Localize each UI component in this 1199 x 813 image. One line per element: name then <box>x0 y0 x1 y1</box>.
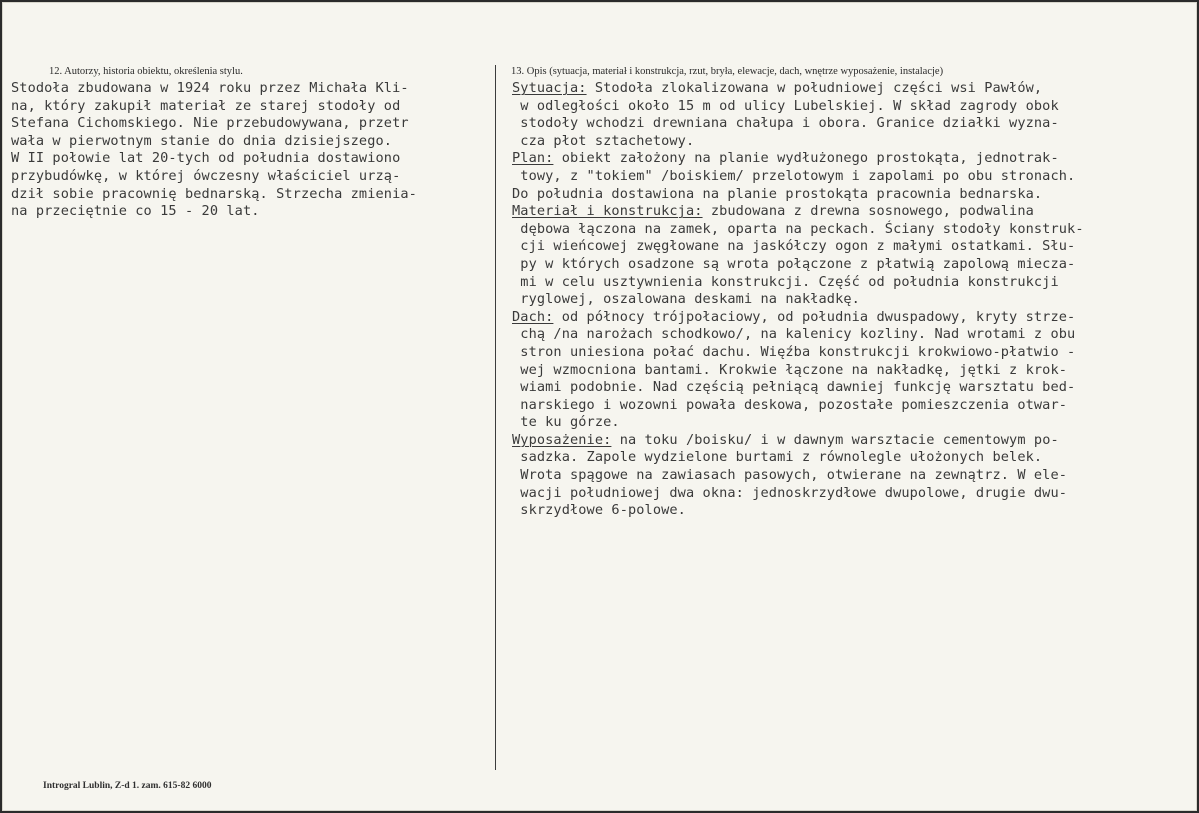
text-line: skrzydłowe 6-polowe. <box>512 502 686 519</box>
text-line: narskiego i wozowni powała deskowa, pozostałe pomieszczenia otwar- <box>512 396 1068 413</box>
text-line: przybudówkę, w której ówczesny właściciel urzą- <box>11 167 401 184</box>
text-line: stodoły wchodzi drewniana chałupa i obora. Granice działki wyzna- <box>512 115 1059 132</box>
text-line: Wyposażenie: na toku /boisku/ i w dawnym warsztacie cementowym po- <box>512 431 1059 448</box>
text-line: Do południa dostawiona na planie prostokąta pracownia bednarska. <box>512 185 1043 202</box>
text-line: w odległości około 15 m od ulicy Lubelskiej. W skład zagrody obok <box>512 97 1059 114</box>
text-line: mi w celu usztywnienia konstrukcji. Część od południa konstrukcji <box>512 273 1059 290</box>
subheading-label: Plan: <box>512 150 554 167</box>
text-line: py w których osadzone są wrota połączone z płatwią zapolową miecza- <box>512 255 1076 272</box>
text-line: Wrota spągowe na zawiasach pasowych, otwierane na zewnątrz. W ele- <box>512 467 1068 484</box>
text-line: towy, z "tokiem" /boiskiem/ przelotowym i zapolami po obu stronach. <box>512 167 1076 184</box>
text-line: na przeciętnie co 15 - 20 lat. <box>11 203 260 220</box>
record-card <box>2 2 1197 811</box>
subheading-label: Materiał i konstrukcja: <box>512 203 703 220</box>
text-line: dził sobie pracownię bednarską. Strzecha zmienia- <box>11 185 417 202</box>
text-line: Stodoła zbudowana w 1924 roku przez Michała Kli- <box>11 80 409 96</box>
text-line: cji wieńcowej zwęgłowane na jaskółczy ogon z małymi ostatkami. Słu- <box>512 238 1076 255</box>
printer-imprint: Introgral Lublin, Z-d 1. zam. 615-82 6000 <box>43 781 212 791</box>
text-line: te ku górze. <box>512 414 620 431</box>
text-line: Plan: obiekt założony na planie wydłużonego prostokąta, jednotrak- <box>512 150 1059 167</box>
text-line: Sytuacja: Stodoła zlokalizowana w południowej części wsi Pawłów, <box>512 80 1043 96</box>
column-divider <box>495 65 496 770</box>
text-line: Stefana Cichomskiego. Nie przebudowywana, przetr <box>11 115 409 132</box>
text-line: W II połowie lat 20-tych od południa dostawiono <box>11 150 401 167</box>
section-12-text <box>11 80 491 221</box>
text-line: Dach: od północy trójpołaciowy, od południa dwuspadowy, kryty strze- <box>512 308 1076 325</box>
text-line: cza płot sztachetowy. <box>512 132 695 149</box>
text-line: chą /na narożach schodkowo/, na kalenicy kozliny. Nad wrotami z obu <box>512 326 1076 343</box>
section-12-heading: 12. Autorzy, historia obiektu, określenia stylu. <box>49 66 243 77</box>
text-line: wała w pierwotnym stanie do dnia dzisiejszego. <box>11 132 393 149</box>
text-line: Materiał i konstrukcja: zbudowana z drewna sosnowego, podwalina <box>512 203 1034 220</box>
text-line: na, który zakupił materiał ze starej stodoły od <box>11 97 401 114</box>
text-line: ryglowej, oszalowana deskami na nakładkę. <box>512 291 860 308</box>
section-13-text <box>512 80 1192 520</box>
text-line: dębowa łączona na zamek, oparta na peckach. Ściany stodoły konstruk- <box>512 220 1084 237</box>
text-line: wacji południowej dwa okna: jednoskrzydłowe dwupolowe, drugie dwu- <box>512 484 1068 501</box>
subheading-label: Wyposażenie: <box>512 431 612 448</box>
subheading-label: Dach: <box>512 308 554 325</box>
subheading-label: Sytuacja: <box>512 80 587 96</box>
text-line: wiami podobnie. Nad częścią pełniącą dawniej funkcję warsztatu bed- <box>512 379 1076 396</box>
text-line: sadzka. Zapole wydzielone burtami z równolegle ułożonych belek. <box>512 449 1043 466</box>
text-line: stron uniesiona połać dachu. Więźba konstrukcji krokwiowo-płatwio - <box>512 343 1076 360</box>
section-13-heading: 13. Opis (sytuacja, materiał i konstrukcja, rzut, bryła, elewacje, dach, wnętrze wyposażenie, instalacje) <box>511 66 944 77</box>
text-line: wej wzmocniona bantami. Krokwie łączone na nakładkę, jętki z krok- <box>512 361 1068 378</box>
